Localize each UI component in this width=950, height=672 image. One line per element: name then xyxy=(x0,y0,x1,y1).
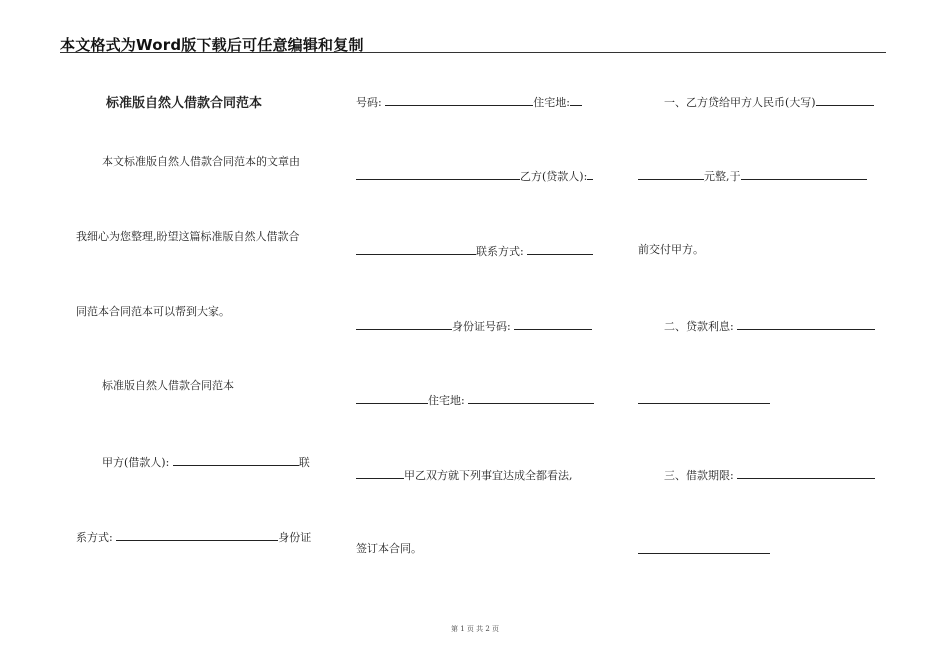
party-b-line xyxy=(356,168,606,184)
column-2 xyxy=(356,60,606,620)
id-continued-blank xyxy=(356,392,428,404)
term-continued-line xyxy=(638,542,888,558)
subtitle-line xyxy=(76,379,364,393)
intro-text-3: 同范本合同范本可以帮到大家。 xyxy=(76,305,230,318)
party-a-blank xyxy=(173,454,299,466)
address-blank-b xyxy=(468,392,594,404)
contact-tail: 身份证 xyxy=(278,531,312,544)
term-continued-blank xyxy=(638,542,770,554)
term-label: 三、借款期限: xyxy=(664,469,734,482)
payment-line xyxy=(638,243,888,257)
column-3 xyxy=(638,60,888,620)
interest-label: 二、贷款利息: xyxy=(664,320,734,333)
document-title: 标准版自然人借款合同范本 xyxy=(106,96,263,111)
id-number-blank-b xyxy=(514,318,592,330)
term-line xyxy=(638,467,914,483)
sign-line xyxy=(356,542,606,556)
header-title: 本文格式为Word版下载后可任意编辑和复制 xyxy=(60,36,364,54)
yuan-text: 元整,于 xyxy=(704,170,741,183)
party-b-blank xyxy=(587,168,593,180)
yuan-line xyxy=(638,168,888,184)
interest-line xyxy=(638,318,914,334)
contact-label: 系方式: xyxy=(76,531,113,544)
payment-text: 前交付甲方。 xyxy=(638,243,704,256)
loan-amount-label: 一、乙方贷给甲方人民币(大写) xyxy=(664,96,816,109)
amount-continued-blank xyxy=(638,168,704,180)
intro-text-2: 我细心为您整理,盼望这篇标准版自然人借款合 xyxy=(76,230,300,243)
sign-text: 签订本合同。 xyxy=(356,542,422,555)
contact-label-b: 联系方式: xyxy=(476,245,524,258)
address-label: 住宅地: xyxy=(533,96,570,109)
header-divider xyxy=(60,52,886,53)
intro-line-1 xyxy=(76,155,364,169)
contact-line-b xyxy=(356,243,606,259)
contact-blank-b xyxy=(527,243,593,255)
address-blank xyxy=(570,94,582,106)
id-number-line-b xyxy=(356,318,606,334)
loan-amount-line xyxy=(638,94,914,110)
contact-blank xyxy=(116,529,278,541)
party-a-line xyxy=(76,454,364,470)
id-number-label-b: 身份证号码: xyxy=(452,320,511,333)
id-number-blank xyxy=(385,94,533,106)
column-1 xyxy=(76,60,338,620)
party-b-name-blank xyxy=(356,243,476,255)
loan-amount-blank xyxy=(816,94,874,106)
payment-date-blank xyxy=(741,168,867,180)
intro-line-2 xyxy=(76,230,338,244)
interest-continued-blank xyxy=(638,392,770,404)
intro-line-3 xyxy=(76,305,338,319)
interest-continued-line xyxy=(638,392,888,408)
address-line-b xyxy=(356,392,606,408)
term-blank xyxy=(737,467,875,479)
id-number-line xyxy=(356,94,606,110)
party-b-label: 乙方(贷款人): xyxy=(520,170,588,183)
agreement-line xyxy=(356,467,606,483)
contact-continued-blank xyxy=(356,318,452,330)
id-number-label: 号码: xyxy=(356,96,382,109)
contact-line xyxy=(76,529,338,545)
address-label-b: 住宅地: xyxy=(428,394,465,407)
address-continued-blank xyxy=(356,168,520,180)
interest-blank xyxy=(737,318,875,330)
intro-text-1: 本文标准版自然人借款合同范本的文章由 xyxy=(102,155,300,168)
contract-subtitle: 标准版自然人借款合同范本 xyxy=(102,379,234,392)
party-a-label: 甲方(借款人): xyxy=(102,456,170,469)
agreement-text: 甲乙双方就下列事宜达成全都看法, xyxy=(404,469,573,482)
page-number: 第 1 页 共 2 页 xyxy=(450,625,500,633)
party-a-tail: 联 xyxy=(298,456,310,469)
address-continued-blank-b xyxy=(356,467,404,479)
